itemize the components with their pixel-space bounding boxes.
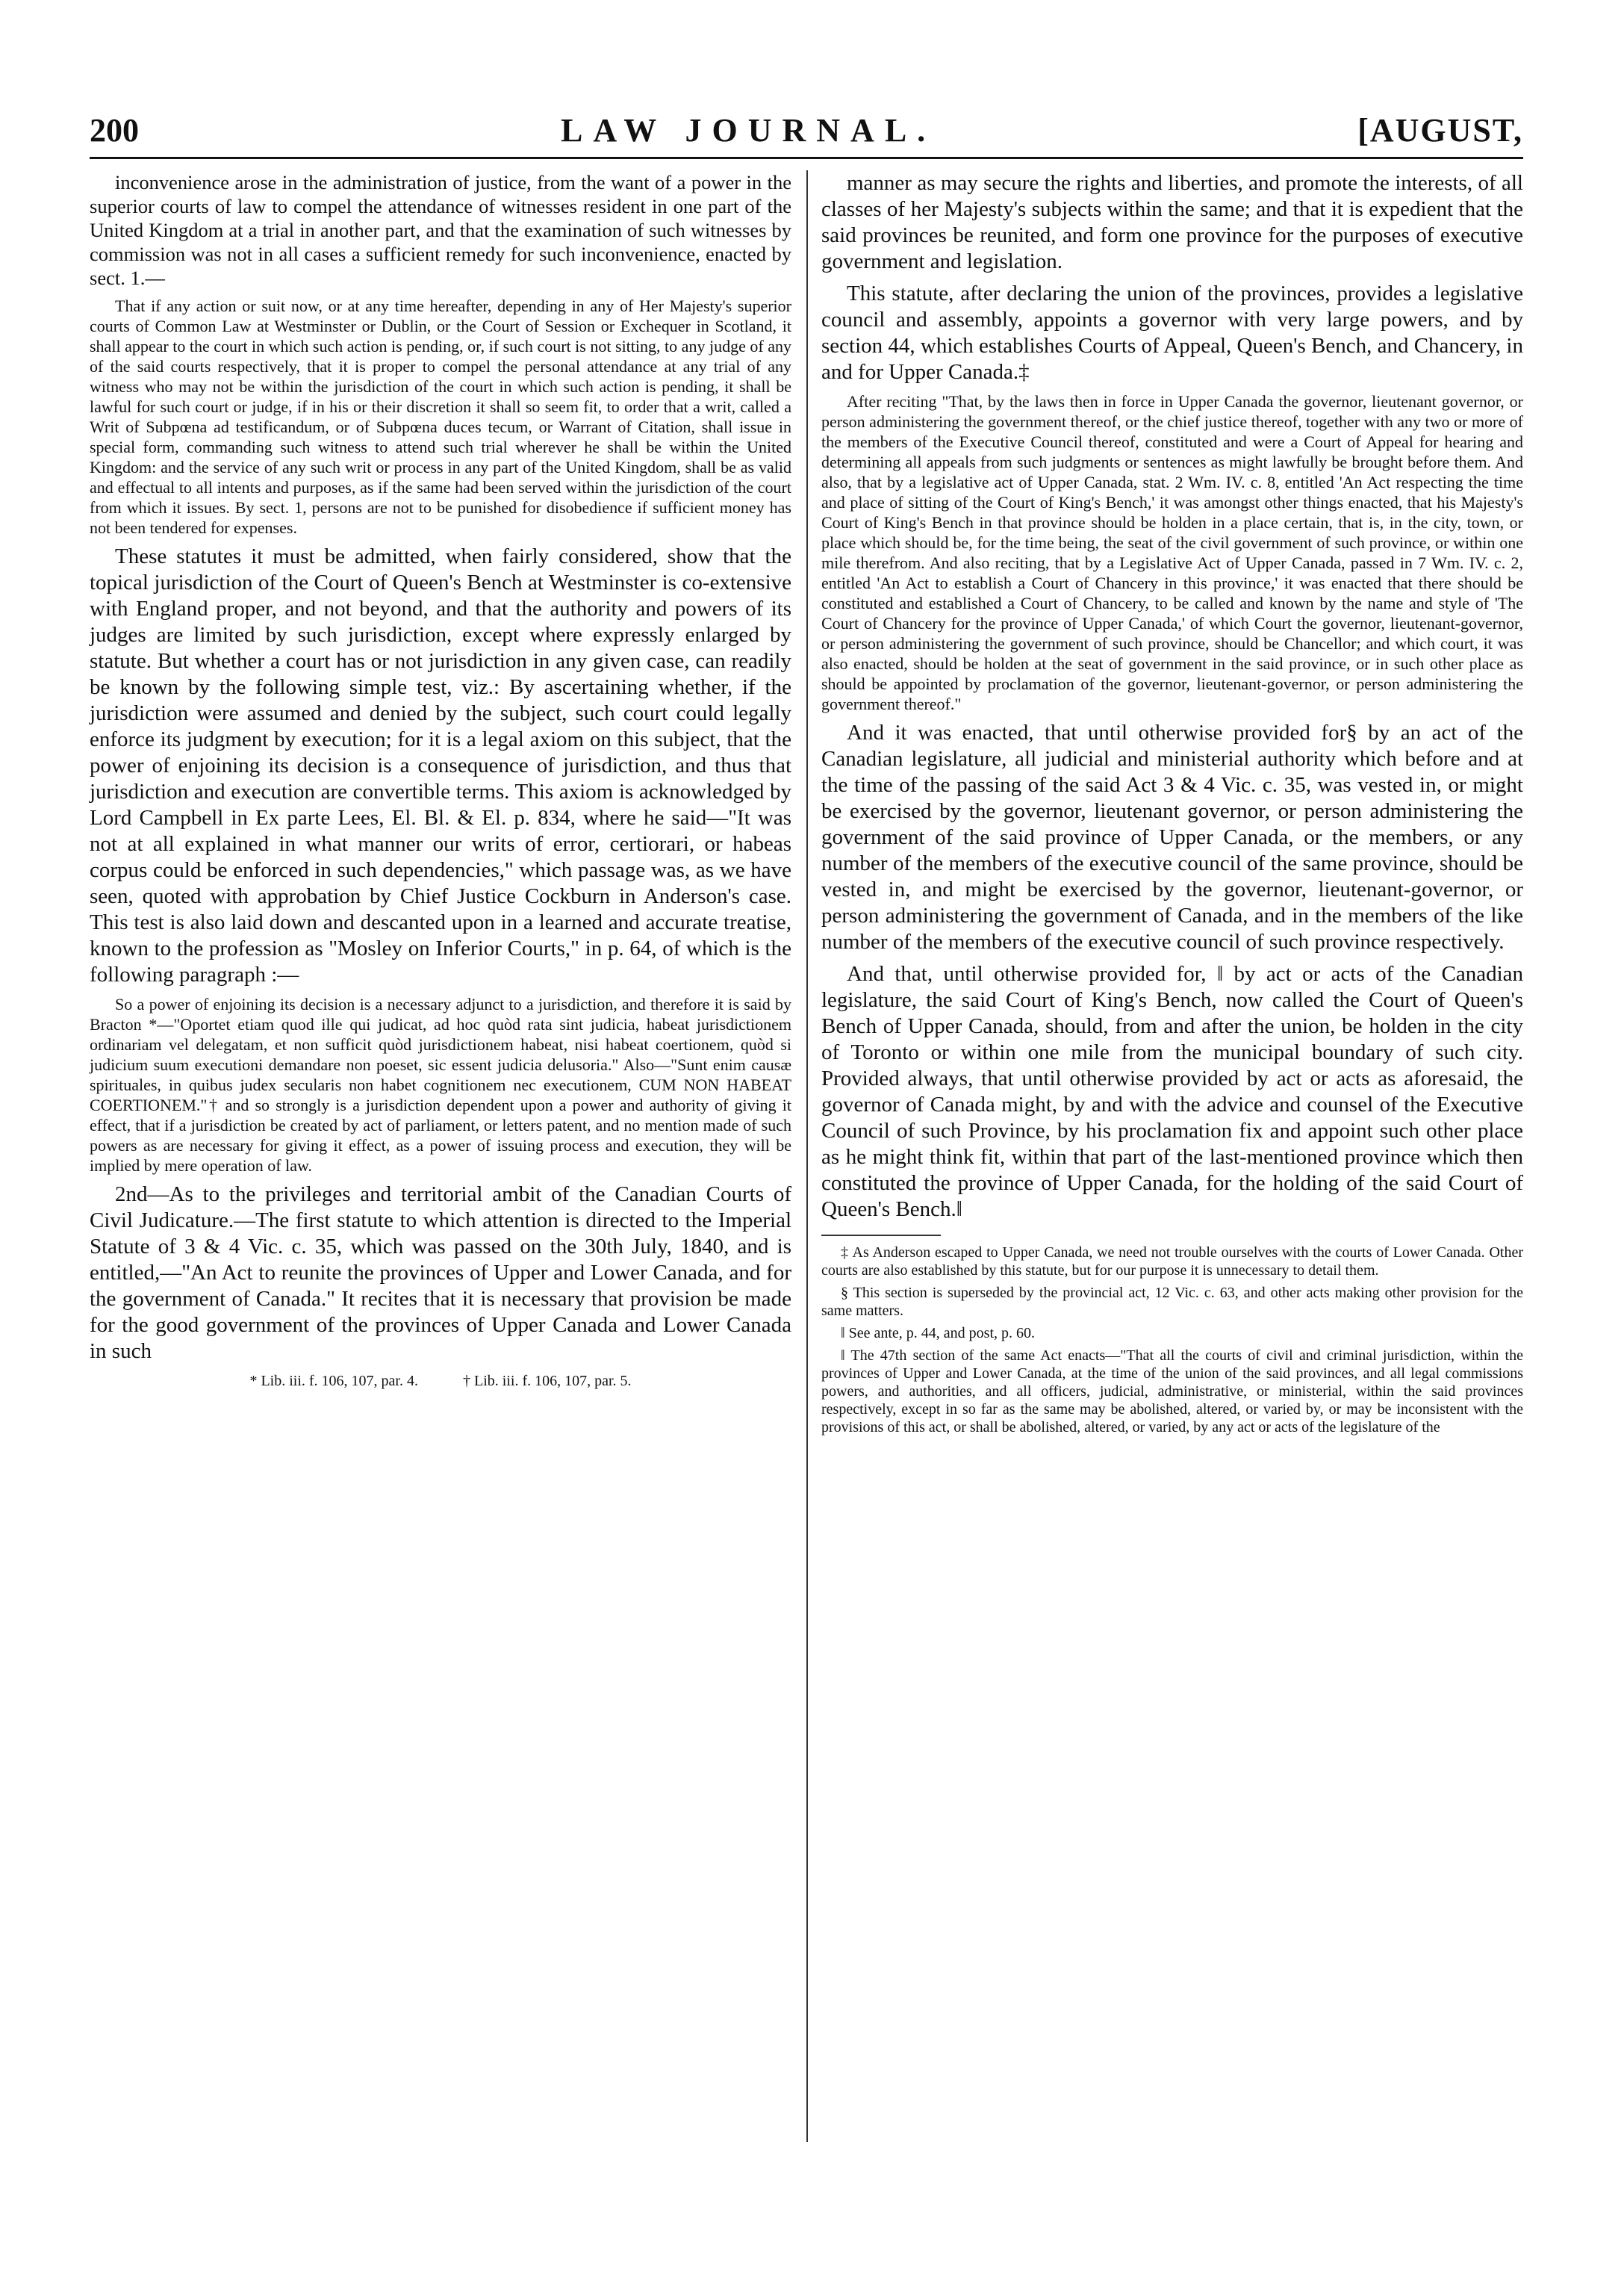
footnote: * Lib. iii. f. 106, 107, par. 4. xyxy=(249,1373,418,1389)
header-rule xyxy=(90,157,1523,159)
footnotes-right xyxy=(821,1244,1523,1436)
paragraph: These statutes it must be admitted, when fairly considered, show that the topical jurisdiction of the Court of Queen's Bench at Westminster is co-extensive with England proper, and not beyond, and that the authority and powers of its judges are limited by such jurisdiction, except where expressly enlarged by statute. But whether a court has or not jurisdiction in any given case, can readily be known by the following simple test, viz.: By ascertaining whether, if the jurisdiction were assumed and denied by the subject, such court could legally enforce its judgment by execution; for it is a legal axiom on this subject, that the power of enjoining its decision is a consequence of jurisdiction, and thus that jurisdiction and execution are convertible terms. This axiom is acknowledged by Lord Campbell in Ex parte Lees, El. Bl. & El. p. 834, where he said—"It was not at all explained in what manner our writs of error, certiorari, or habeas corpus could be enforced in such dependencies," which passage was, as we have seen, quoted with approbation by Chief Justice Cockburn in Anderson's case. This test is also laid down and descanted upon in a learned and accurate treatise, known to the profession as "Mosley on Inferior Courts," in p. 64, of which is the following paragraph :— xyxy=(90,544,791,987)
footnote: † Lib. iii. f. 106, 107, par. 5. xyxy=(463,1373,632,1389)
quoted-passage: So a power of enjoining its decision is a necessary adjunct to a jurisdiction, and therefore it is said by Bracton *—"Oportet etiam quod ille qui judicat, ad hoc quòd rata sint judicia, habeat jurisdictionem ordinariam vel delegatam, et non sufficit quòd jurisdictionem habeat, nisi habeat coertionem, quòd si judicium suum executioni demandare non poeset, sic essent judicia delusoria." Also—"Sunt enim causæ spirituales, in quibus judex secularis non habet cognitionem nec executionem, CUM NON HABEAT COERTIONEM."† and so strongly is a jurisdiction dependent upon a power and authority of giving it effect, that if a jurisdiction be created by act of parliament, or letters patent, and no mention made of such powers as are necessary for giving it effect, as a power of issuing process and execution, they will be implied by mere operation of law. xyxy=(90,995,791,1175)
paragraph: manner as may secure the rights and liberties, and promote the interests, of all classes of her Majesty's subjects within the same; and that it is expedient that the said provinces be reunited, and form one province for the purposes of executive government and legislation. xyxy=(821,171,1523,273)
right-column xyxy=(821,170,1523,1441)
footnote: ‖ See ante, p. 44, and post, p. 60. xyxy=(841,1325,1036,1341)
page-header xyxy=(90,105,1523,149)
left-column xyxy=(90,170,791,1390)
footnote: ‡ As Anderson escaped to Upper Canada, we need not trouble ourselves with the courts of Lower Canada. Other courts are also established by this statute, but for our purpose it is unnecessary to detail them. xyxy=(821,1244,1523,1279)
quoted-statute: That if any action or suit now, or at any time hereafter, depending in any of Her Majesty's superior courts of Common Law at Westminster or Dublin, or the Court of Session or Exchequer in Scotland, it shall appear to the court in which such action is pending, or, if such court is not sitting, to any judge of any of the said courts respectively, that it is proper to compel the personal attendance at any trial of any witness who may not be within the jurisdiction of the court in which such action is pending, it shall be lawful for such court or judge, if in his or their discretion it shall so seem fit, to order that a writ, called a Writ of Subpœna ad testificandum, or of Subpœna duces tecum, or Warrant of Citation, shall issue in special form, commanding such witness to attend such trial wherever he shall be within the United Kingdom: and the service of any such writ or process in any part of the United Kingdom, shall be as valid and effectual to all intents and purposes, as if the same had been served within the jurisdiction of the court from which it issues. By sect. 1, persons are not to be punished for disobedience if sufficient money has not been tendered for expenses. xyxy=(90,297,791,537)
footnote: § This section is superseded by the provincial act, 12 Vic. c. 63, and other acts making other provision for the same matters. xyxy=(821,1285,1523,1319)
journal-page xyxy=(90,105,1523,2241)
paragraph: 2nd—As to the privileges and territorial ambit of the Canadian Courts of Civil Judicature.—The first statute to which attention is directed to the Imperial Statute of 3 & 4 Vic. c. 35, which was passed on the 30th July, 1840, and is entitled,—"An Act to reunite the provinces of Upper and Lower Canada, and for the government of Canada." It recites that it is necessary that provision be made for the good government of the provinces of Upper Canada and Lower Canada in such xyxy=(90,1182,791,1363)
page-number: 200 xyxy=(90,112,139,149)
column-divider xyxy=(806,170,808,2142)
footnotes-left xyxy=(90,1372,791,1390)
header-month: [AUGUST, xyxy=(1357,112,1523,149)
paragraph: And it was enacted, that until otherwise provided for§ by an act of the Canadian legislature, all judicial and ministerial authority which before and at the time of the passing of the said Act 3 & 4 Vic. c. 35, was vested in, or might be exercised by the governor, lieutenant governor, or person administering the government of the said province of Upper Canada, or the members, or any number of the members of the executive council of the same province, should be vested in, and might be exercised by the governor, lieutenant-governor, or person administering the government of Canada, and in the members of the like number of the members of the executive council of such province respectively. xyxy=(821,721,1523,954)
paragraph: And that, until otherwise provided for, ‖ by act or acts of the Canadian legislature, the said Court of King's Bench, now called the Court of Queen's Bench of Upper Canada, should, from and after the union, be holden in the city of Toronto or within one mile from the municipal boundary of such city. Provided always, that until otherwise provided by act or acts as aforesaid, the governor of Canada might, by and with the advice and counsel of the Executive Council of such Province, by his proclamation fix and appoint such other place as he might think fit, within that part of the last-mentioned province which then constituted the province of Upper Canada, for the holding of the said Court of Queen's Bench.‖ xyxy=(821,962,1523,1221)
footnote: ‖ The 47th section of the same Act enacts—"That all the courts of civil and criminal jurisdiction, within the provinces of Upper and Lower Canada, at the time of the union of the said provinces, and all legal commissions powers, and authorities, and all officers, judicial, administrative, or ministerial, within the said provinces respectively, except in so far as the same may be abolished, altered, or varied by, or may be inconsistent with the provisions of this act, or shall be abolished, altered, or varied, by any act or acts of the legislature of the xyxy=(821,1347,1523,1435)
footnote-rule xyxy=(821,1235,941,1236)
journal-title: LAW JOURNAL. xyxy=(561,112,936,149)
paragraph: This statute, after declaring the union of the provinces, provides a legislative council and assembly, appoints a governor with very large powers, and by section 44, which establishes Courts of Appeal, Queen's Bench, and Chancery, in and for Upper Canada.‡ xyxy=(821,282,1523,384)
paragraph: inconvenience arose in the administration of justice, from the want of a power in the superior courts of law to compel the attendance of witnesses resident in one part of the United Kingdom at a trial in another part, and that the examination of such witnesses by commission was not in all cases a sufficient remedy for such inconvenience, enacted by sect. 1.— xyxy=(90,171,791,289)
quoted-statute: After reciting "That, by the laws then in force in Upper Canada the governor, lieutenant governor, or person administering the government thereof, or the chief justice thereof, together with any two or more of the members of the Executive Council thereof, constituted and were a Court of Appeal for hearing and determining all appeals from such judgments or sentences as might lawfully be brought before them. And also, that by a legislative act of Upper Canada, stat. 2 Wm. IV. c. 8, entitled 'An Act respecting the time and place of sitting of the Court of King's Bench,' it was amongst other things enacted, that his Majesty's Court of King's Bench in that province should be holden in a place certain, that is, in the city, town, or place which should be, for the time being, the seat of the civil government of such province, or within one mile therefrom. And also reciting, that by a Legislative Act of Upper Canada, passed in 7 Wm. IV. c. 2, entitled 'An Act to establish a Court of Chancery in this province,' it was enacted that there should be constituted and established a Court of Chancery, to be called and known by the name and style of 'The Court of Chancery for the province of Upper Canada,' of which Court the governor, lieutenant-governor, or person administering the government of such province, should be Chancellor; and which court, it was also enacted, should be holden at the seat of government in the said province, or in such other place as should be appointed by proclamation of the governor, lieutenant-governor, or person administering the government thereof." xyxy=(821,392,1523,713)
